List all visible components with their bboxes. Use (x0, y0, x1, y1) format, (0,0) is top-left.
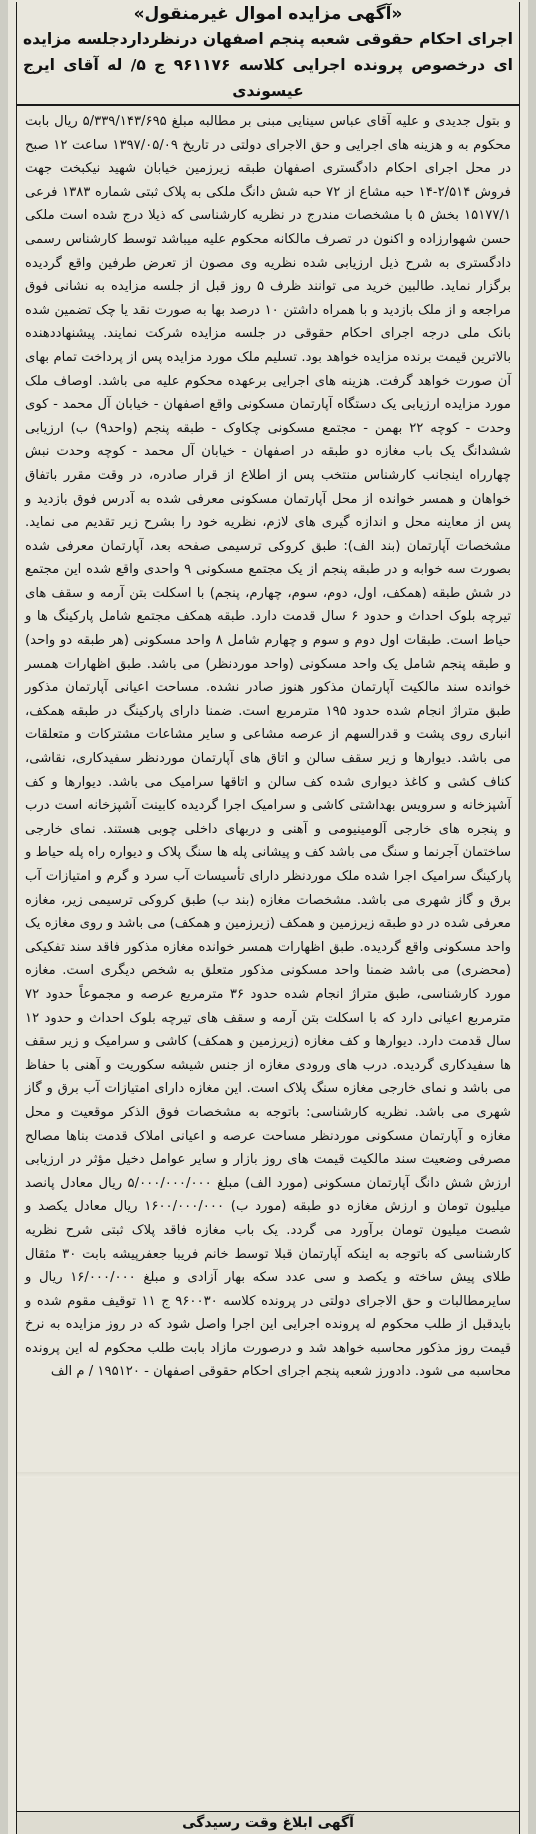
notice-title: «آگهی مزایده اموال غیرمنقول» (133, 4, 403, 24)
notice-body-text: و بتول جدیدی و علیه آقای عباس سینایی مبنی بر مطالبه مبلغ ۵/۳۳۹/۱۴۳/۶۹۵ ریال بابت محکوم به و هزینه های اجرایی و حق الاجرای دولتی در تاریخ ۱۳۹۷/۰۵/۰۹ ساعت ۱۲ صبح در محل اجرای احکام دادگستری اصفهان طبقه زیرزمین خیابان شهید نیکبخت جهت فروش ۲/۵۱۴-۱۴ حبه مشاع از ۷۲ حبه شش دانگ ملکی به پلاک ثبتی شماره ۱۳۸۳ فرعی ۱۵۱۷۷/۱ بخش ۵ با مشخصات مندرج در نظریه کارشناسی که ذیلا درج شده است ملکی حسن شهوارزاده و اکنون در تصرف مالکانه محکوم علیه میباشد توسط کارشناس رسمی دادگستری به شرح ذیل ارزیابی شده نظریه وی مصون از تعرض طرفین واقع گردیده برگزار نماید. طالبین خرید می توانند ظرف ۵ روز قبل از جلسه مزایده به نشانی فوق مراجعه و از ملک بازدید و با همراه داشتن ۱۰ درصد بها به صورت نقد یا چک تضمین شده بانک ملی درجه اجرای احکام حقوقی در جلسه مزایده شرکت نمایند. پیشنهاددهنده بالاترین قیمت برنده مزایده خواهد بود. تسلیم ملک مورد مزایده پس از پرداخت تمام بهای آن صورت خواهد گرفت. هزینه های اجرایی برعهده محکوم علیه می باشد. اوصاف ملک مورد مزایده ارزیابی یک دستگاه آپارتمان مسکونی واقع اصفهان - خیابان آل محمد - کوی وحدت - کوچه ۲۲ بهمن - مجتمع مسکونی چکاوک - طبقه پنجم (واحد۹) ب) ارزیابی ششدانگ یک باب مغازه دو طبقه در اصفهان - خیابان آل محمد - کوچه وحدت نبش چهارراه اینجانب کارشناس منتخب پس از اطلاع از قرار صادره، در وقت مقرر باتفاق خواهان و همسر خوانده از محل آپارتمان مسکونی معرفی شده به آدرس فوق بازدید و پس از معاینه محل و اندازه گیری های لازم، نظریه خود را بشرح زیر تقدیم می نماید. مشخصات آپارتمان (بند الف): طبق کروکی ترسیمی صفحه بعد، آپارتمان معرفی شده بصورت سه خوابه و در طبقه پنجم از یک مجتمع مسکونی ۹ واحدی واقع شده این مجتمع در شش طبقه (همکف، اول، دوم، سوم، چهارم، پنجم) با اسکلت بتن آرمه و سقف های تیرچه بلوک احداث و حدود ۶ سال قدمت دارد. طبقه همکف مجتمع شامل پارکینگ ها و حیاط است. طبقات اول دوم و سوم و چهارم شامل ۸ واحد مسکونی (هر طبقه دو واحد) و طبقه پنجم شامل یک واحد مسکونی (واحد موردنظر) می باشد. طبق اظهارات همسر خوانده سند مالکیت آپارتمان مذکور هنوز صادر نشده. مساحت اعیانی آپارتمان مذکور طبق متراژ انجام شده حدود ۱۹۵ مترمربع است. ضمنا دارای پارکینگ در طبقه همکف، انباری روی پشت و قدرالسهم از عرصه مشاعی و سایر مشاعات مشترکات و متعلقات می باشد. دیوارها و زیر سقف سالن و اتاق های آپارتمان موردنظر سفیدکاری، نقاشی، کناف کشی و کاغذ دیواری شده کف سالن و اتاقها سرامیک می باشد. دیوارها و کف آشپزخانه و سرویس بهداشتی کاشی و سرامیک اجرا گردیده کابینت آشپزخانه است درب و پنجره های خارجی آلومینیومی و آهنی و دربهای داخلی چوبی هستند. نمای خارجی ساختمان آجرنما و سنگ می باشد کف و پیشانی پله ها سنگ پلاک و دیواره راه پله حیاط و پارکینگ سرامیک اجرا شده ملک موردنظر دارای تأسیسات آب سرد و گرم و امتیازات آب برق و گاز شهری می باشد. مشخصات مغازه (بند ب) طبق کروکی ترسیمی زیر، مغازه معرفی شده در دو طبقه زیرزمین و همکف (زیرزمین و همکف) می باشد و روی مغازه یک واحد مسکونی واقع گردیده. طبق اظهارات همسر خوانده مغازه مذکور فاقد سند تفکیکی (محضری) می باشد ضمنا واحد مسکونی مذکور متعلق به شخص دیگری است. مغازه مورد کارشناسی، طبق متراژ انجام شده حدود ۳۶ مترمربع عرصه و مجموعاً حدود ۷۲ مترمربع اعیانی دارد که با اسکلت بتن آرمه و سقف های تیرچه بلوک احداث و حدود ۱۲ سال قدمت دارد. دیوارها و کف مغازه (زیرزمین و همکف) کاشی و سرامیک و زیر سقف ها سفیدکاری گردیده. درب های ورودی مغازه از جنس شیشه سکوریت و آهنی با حفاظ می باشد و نمای خارجی مغازه سنگ پلاک است. این مغازه دارای امتیازات آب برق و گاز شهری می باشد. نظریه کارشناسی: باتوجه به مشخصات فوق الذکر موقعیت و محل مغازه و آپارتمان مسکونی موردنظر مساحت عرصه و اعیانی املاک قدمت بناها مصالح مصرفی وضعیت سند مالکیت قیمت های روز بازار و سایر عوامل دخیل مؤثر در ارزیابی ارزش شش دانگ آپارتمان مسکونی (مورد الف) مبلغ ۵/۰۰۰/۰۰۰/۰۰۰ ریال معادل پانصد میلیون تومان و ارزش مغازه دو طبقه (مورد ب) ۱۶۰۰/۰۰۰/۰۰۰ ریال معادل یکصد و شصت میلیون تومان برآورد می گردد. یک باب مغازه فاقد پلاک ثبتی شرح نظریه کارشناسی که باتوجه به اینکه آپارتمان قبلا توسط خانم فریبا جعفرپیشه بابت ۳۰ مثقال طلای پیش ساخته و یکصد و سی عدد سکه بهار آزادی و مبلغ ۱۶/۰۰۰/۰۰۰ ریال و سایرمطالبات و حق الاجرای دولتی در پرونده کلاسه ۹۶۰۰۳۰ ج ۱۱ توقیف مقوم شده و بایدقبل از طلب محکوم له پرونده اجرایی این اجرا واصل شود که در روز مزایده به نرخ قیمت روز مذکور محاسبه خواهد شد و درصورت مازاد بابت طلب محکوم له این پرونده محاسبه می شود. دادورز شعبه پنجم اجرای احکام حقوقی اصفهان - ۱۹۵۱۲۰ / م الف (25, 114, 512, 1380)
newspaper-clipping (8, 0, 528, 1834)
notice-header (17, 2, 519, 106)
paper-fold-line (17, 1472, 519, 1478)
notice-subtitle: اجرای احکام حقوقی شعبه پنجم اصفهان درنظرداردجلسه مزایده ای درخصوص پرونده اجرایی کلاسه ۹۶۱۱۷۶ ج ۵/ له آقای ایرج عیسوندی (23, 30, 513, 100)
notice-body (17, 106, 519, 1384)
next-notice-heading: آگهی ابلاغ وقت رسیدگی (17, 1811, 519, 1834)
notice-frame (16, 2, 520, 1834)
